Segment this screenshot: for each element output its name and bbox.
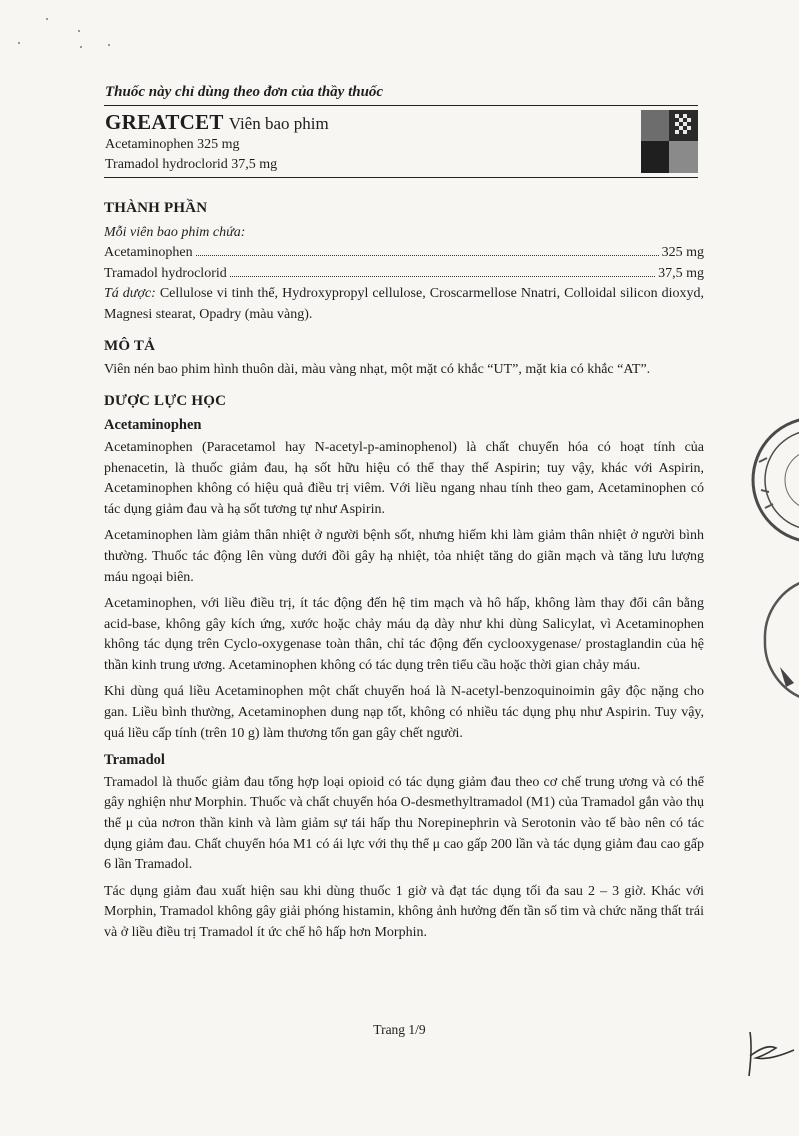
paragraph: Tramadol là thuốc giảm đau tổng hợp loại opioid có tác dụng giảm đau theo cơ chế trung ương và có thể gây nghiện như Morphin. Thuốc và chất chuyển hóa O-desmethyltramadol (M1) của Tramadol gắn vào thụ thể μ của nơron thần kinh và làm giảm sự tái hấp thu Norepinephrin và Serotonin vào tế bào nên có tác dụng giảm đau. Chất chuyển hóa M1 có ái lực với thụ thể μ cao gấp 200 lần và tác dụng giảm đau cao gấp 6 lần Tramadol. [104, 774, 704, 873]
ingredient-row [104, 264, 704, 285]
scan-speck [46, 18, 48, 20]
excipients [104, 284, 704, 325]
ingredient-amount: 325 mg [661, 245, 704, 261]
strength-line-2: Tramadol hydroclorid 37,5 mg [105, 157, 278, 172]
paragraph: Acetaminophen (Paracetamol hay N-acetyl-p-aminophenol) là chất chuyển hóa có hoạt tính của phenacetin, là thuốc giảm đau, hạ sốt hữu hiệu có thể thay thế Aspirin; tuy vậy, khác với Aspirin, Acetaminophen không có hiệu quả điều trị viêm. Với liều ngang nhau tính theo gam, Acetaminophen có tác dụng giảm đau và hạ sốt tương tự như Aspirin. [104, 439, 704, 517]
scan-speck [18, 42, 20, 44]
ingredient-name: Acetaminophen [104, 245, 193, 261]
ingredient-row [104, 243, 704, 264]
official-stamp-icon [745, 410, 799, 550]
paragraph: Acetaminophen, với liều điều trị, ít tác động đến hệ tim mạch và hô hấp, không làm thay đổi cân bằng acid-base, không gây kích ứng, xước hoặc chảy máu dạ dày như khi dùng Salicylat, vì Acetaminophen không tác dụng trên Cyclo-oxygenase toàn thân, chỉ tác động đến cyclooxygenase/ prostaglandin của hệ thần kinh trung ương. Acetaminophen không có tác dụng trên tiểu cầu hoặc thời gian chảy máu. [104, 596, 704, 673]
header-top-rule [104, 105, 698, 106]
page-number: Trang 1/9 [373, 1022, 426, 1037]
description-heading: MÔ TẢ [104, 337, 156, 354]
acetaminophen-subheading: Acetaminophen [104, 417, 202, 434]
dosage-form: Viên bao phim [228, 114, 329, 133]
paragraph: Khi dùng quá liều Acetaminophen một chất chuyển hoá là N-acetyl-benzoquinoimin gây độc nặng cho gan. Liều bình thường, Acetaminophen dung nạp tốt, không có nhiều tác dụng phụ như Aspirin. Tuy vậy, quá liều cấp tính (trên 10 g) làm thương tổn gan gây chết người. [104, 684, 704, 741]
partial-stamp-icon [760, 575, 799, 705]
composition-heading: THÀNH PHẦN [104, 200, 208, 216]
main-content [104, 198, 704, 950]
strength-line-1: Acetaminophen 325 mg [105, 137, 240, 152]
tramadol-subheading: Tramadol [104, 752, 165, 769]
scan-speck [108, 44, 110, 46]
ingredient-amount: 37,5 mg [658, 265, 704, 281]
scan-speck [78, 30, 80, 32]
excipients-text: Cellulose vi tinh thể, Hydroxypropyl cellulose, Croscarmellose Nnatri, Colloidal silicon dioxyd, Magnesi stearat, Opadry (màu vàng). [104, 286, 704, 322]
signature-icon [742, 1030, 798, 1080]
prescription-note: Thuốc này chỉ dùng theo đơn của thầy thuốc [105, 84, 384, 100]
paragraph: Acetaminophen làm giảm thân nhiệt ở người bệnh sốt, nhưng hiếm khi làm giảm thân nhiệt ở người bình thường. Thuốc tác động lên vùng dưới đồi gây hạ nhiệt, tỏa nhiệt tăng do giãn mạch và tăng lưu lượng máu ngoại biên. [104, 528, 704, 585]
description-text: Viên nén bao phim hình thuôn dài, màu vàng nhạt, một mặt có khắc “UT”, mặt kia có khắc “AT”. [104, 362, 651, 378]
paragraph: Tác dụng giảm đau xuất hiện sau khi dùng thuốc 1 giờ và đạt tác dụng tối đa sau 2 – 3 giờ. Khác với Morphin, Tramadol không gây giải phóng histamin, không ảnh hưởng đến tần số tim và chức năng thất trái và ở liều điều trị Tramadol ít ức chế hô hấp hơn Morphin. [104, 883, 704, 940]
scan-speck [80, 46, 82, 48]
company-logo-icon [641, 110, 698, 173]
product-title [105, 110, 329, 135]
header-bottom-rule [104, 177, 698, 178]
excipients-label: Tá dược: [104, 286, 156, 302]
composition-intro: Mỗi viên bao phim chứa: [104, 224, 246, 240]
brand-name: GREATCET [105, 110, 224, 134]
pharmacodynamics-heading: DƯỢC LỰC HỌC [104, 392, 227, 409]
ingredient-name: Tramadol hydroclorid [104, 265, 227, 281]
